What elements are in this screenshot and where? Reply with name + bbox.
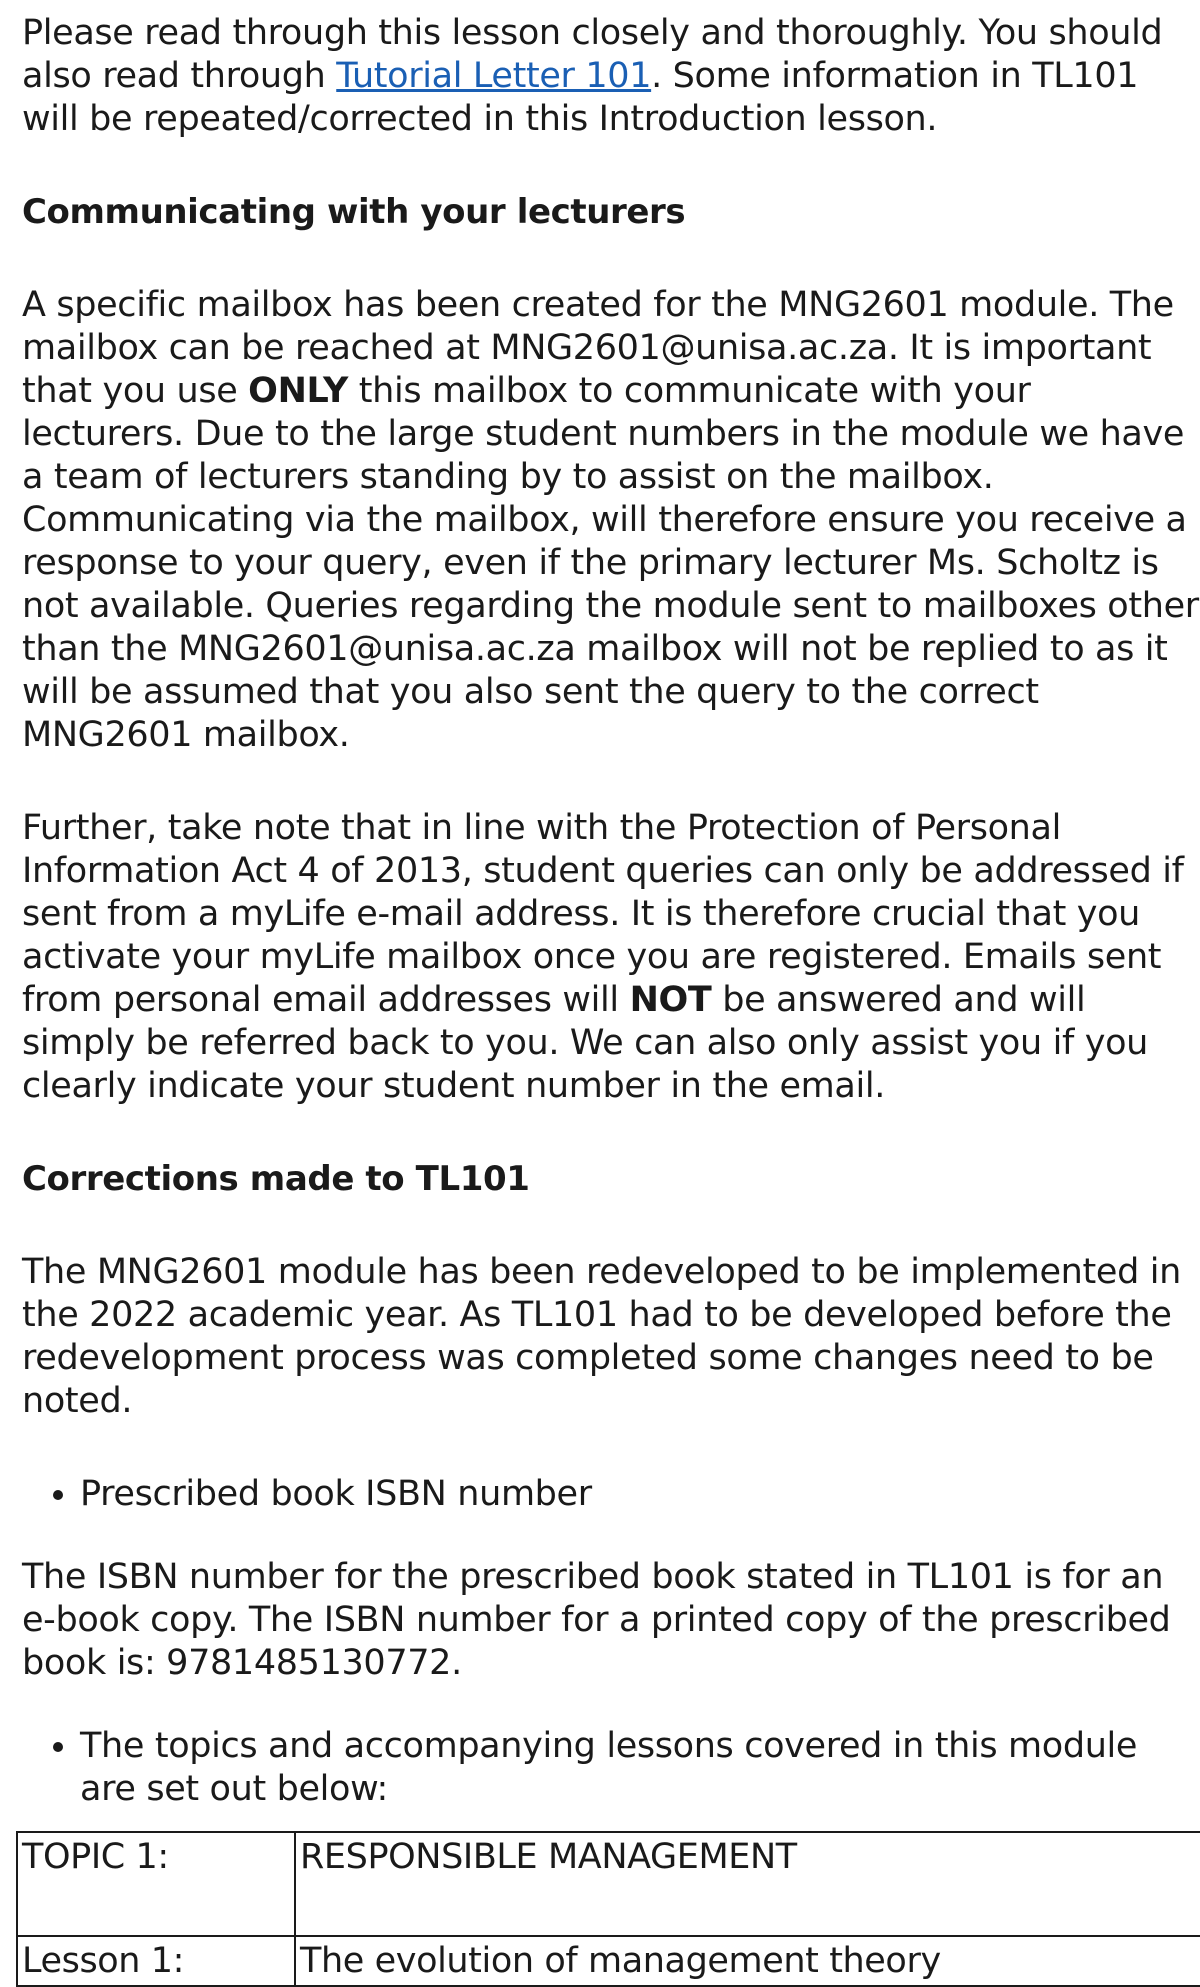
isbn-bullet-list	[22, 1473, 1200, 1516]
communicating-heading: Communicating with your lecturers	[22, 192, 686, 232]
mailbox-paragraph: A specific mailbox has been created for the MNG2601 module. The mailbox can be reached at MNG2601@unisa.ac.za. It is important that you use ONLY this mailbox to communicate with your lecturers. Due to the large student numbers in the module we have a team of lecturers standing by to assist on the mailbox. Communicating via the mailbox, will therefore ensure you receive a response to your query, even if the primary lecturer Ms. Scholtz is not available. Queries regarding the module sent to mailboxes other than the MNG2601@unisa.ac.za mailbox will not be replied to as it will be assumed that you also sent the query to the correct MNG2601 mailbox.	[22, 285, 1199, 755]
tutorial-letter-link[interactable]: Tutorial Letter 101	[336, 56, 652, 96]
topics-bullet-list	[22, 1725, 1200, 1811]
list-item: • Prescribed book ISBN number	[80, 1473, 1200, 1516]
redevelopment-paragraph: The MNG2601 module has been redeveloped to be implemented in the 2022 academic year. As TL101 had to be developed before the redevelopment process was completed some changes need to be noted.	[22, 1252, 1181, 1421]
table-cell-value: The evolution of management theory	[295, 1936, 1200, 1986]
table-cell-value: RESPONSIBLE MANAGEMENT	[295, 1832, 1200, 1936]
table-row	[17, 1936, 1200, 1986]
intro-paragraph	[22, 12, 1200, 141]
topics-table	[16, 1831, 1200, 1987]
table-cell-label: TOPIC 1:	[17, 1832, 295, 1936]
table-row	[17, 1832, 1200, 1936]
popia-paragraph: Further, take note that in line with the Protection of Personal Information Act 4 of 2013, student queries can only be addressed if sent from a myLife e-mail address. It is therefore crucial that you activate your myLife mailbox once you are registered. Emails sent from personal email addresses will NOT be answered and will simply be referred back to you. We can also only assist you if you clearly indicate your student number in the email.	[22, 808, 1184, 1106]
isbn-paragraph: The ISBN number for the prescribed book stated in TL101 is for an e-book copy. The ISBN number for a printed copy of the prescribed book is: 9781485130772.	[22, 1557, 1171, 1683]
intro-text-end: . Some information in TL101 will be repeated/corrected in this Introduction lesson.	[22, 56, 1139, 139]
corrections-heading: Corrections made to TL101	[22, 1159, 530, 1199]
only-emphasis: ONLY	[248, 371, 349, 411]
table-cell-label: Lesson 1:	[17, 1936, 295, 1986]
list-item: • The topics and accompanying lessons covered in this module are set out below:	[80, 1725, 1200, 1811]
intro-text-start: Please read through this lesson closely and thoroughly. You should also read through	[22, 13, 1163, 96]
not-emphasis: NOT	[629, 980, 712, 1020]
